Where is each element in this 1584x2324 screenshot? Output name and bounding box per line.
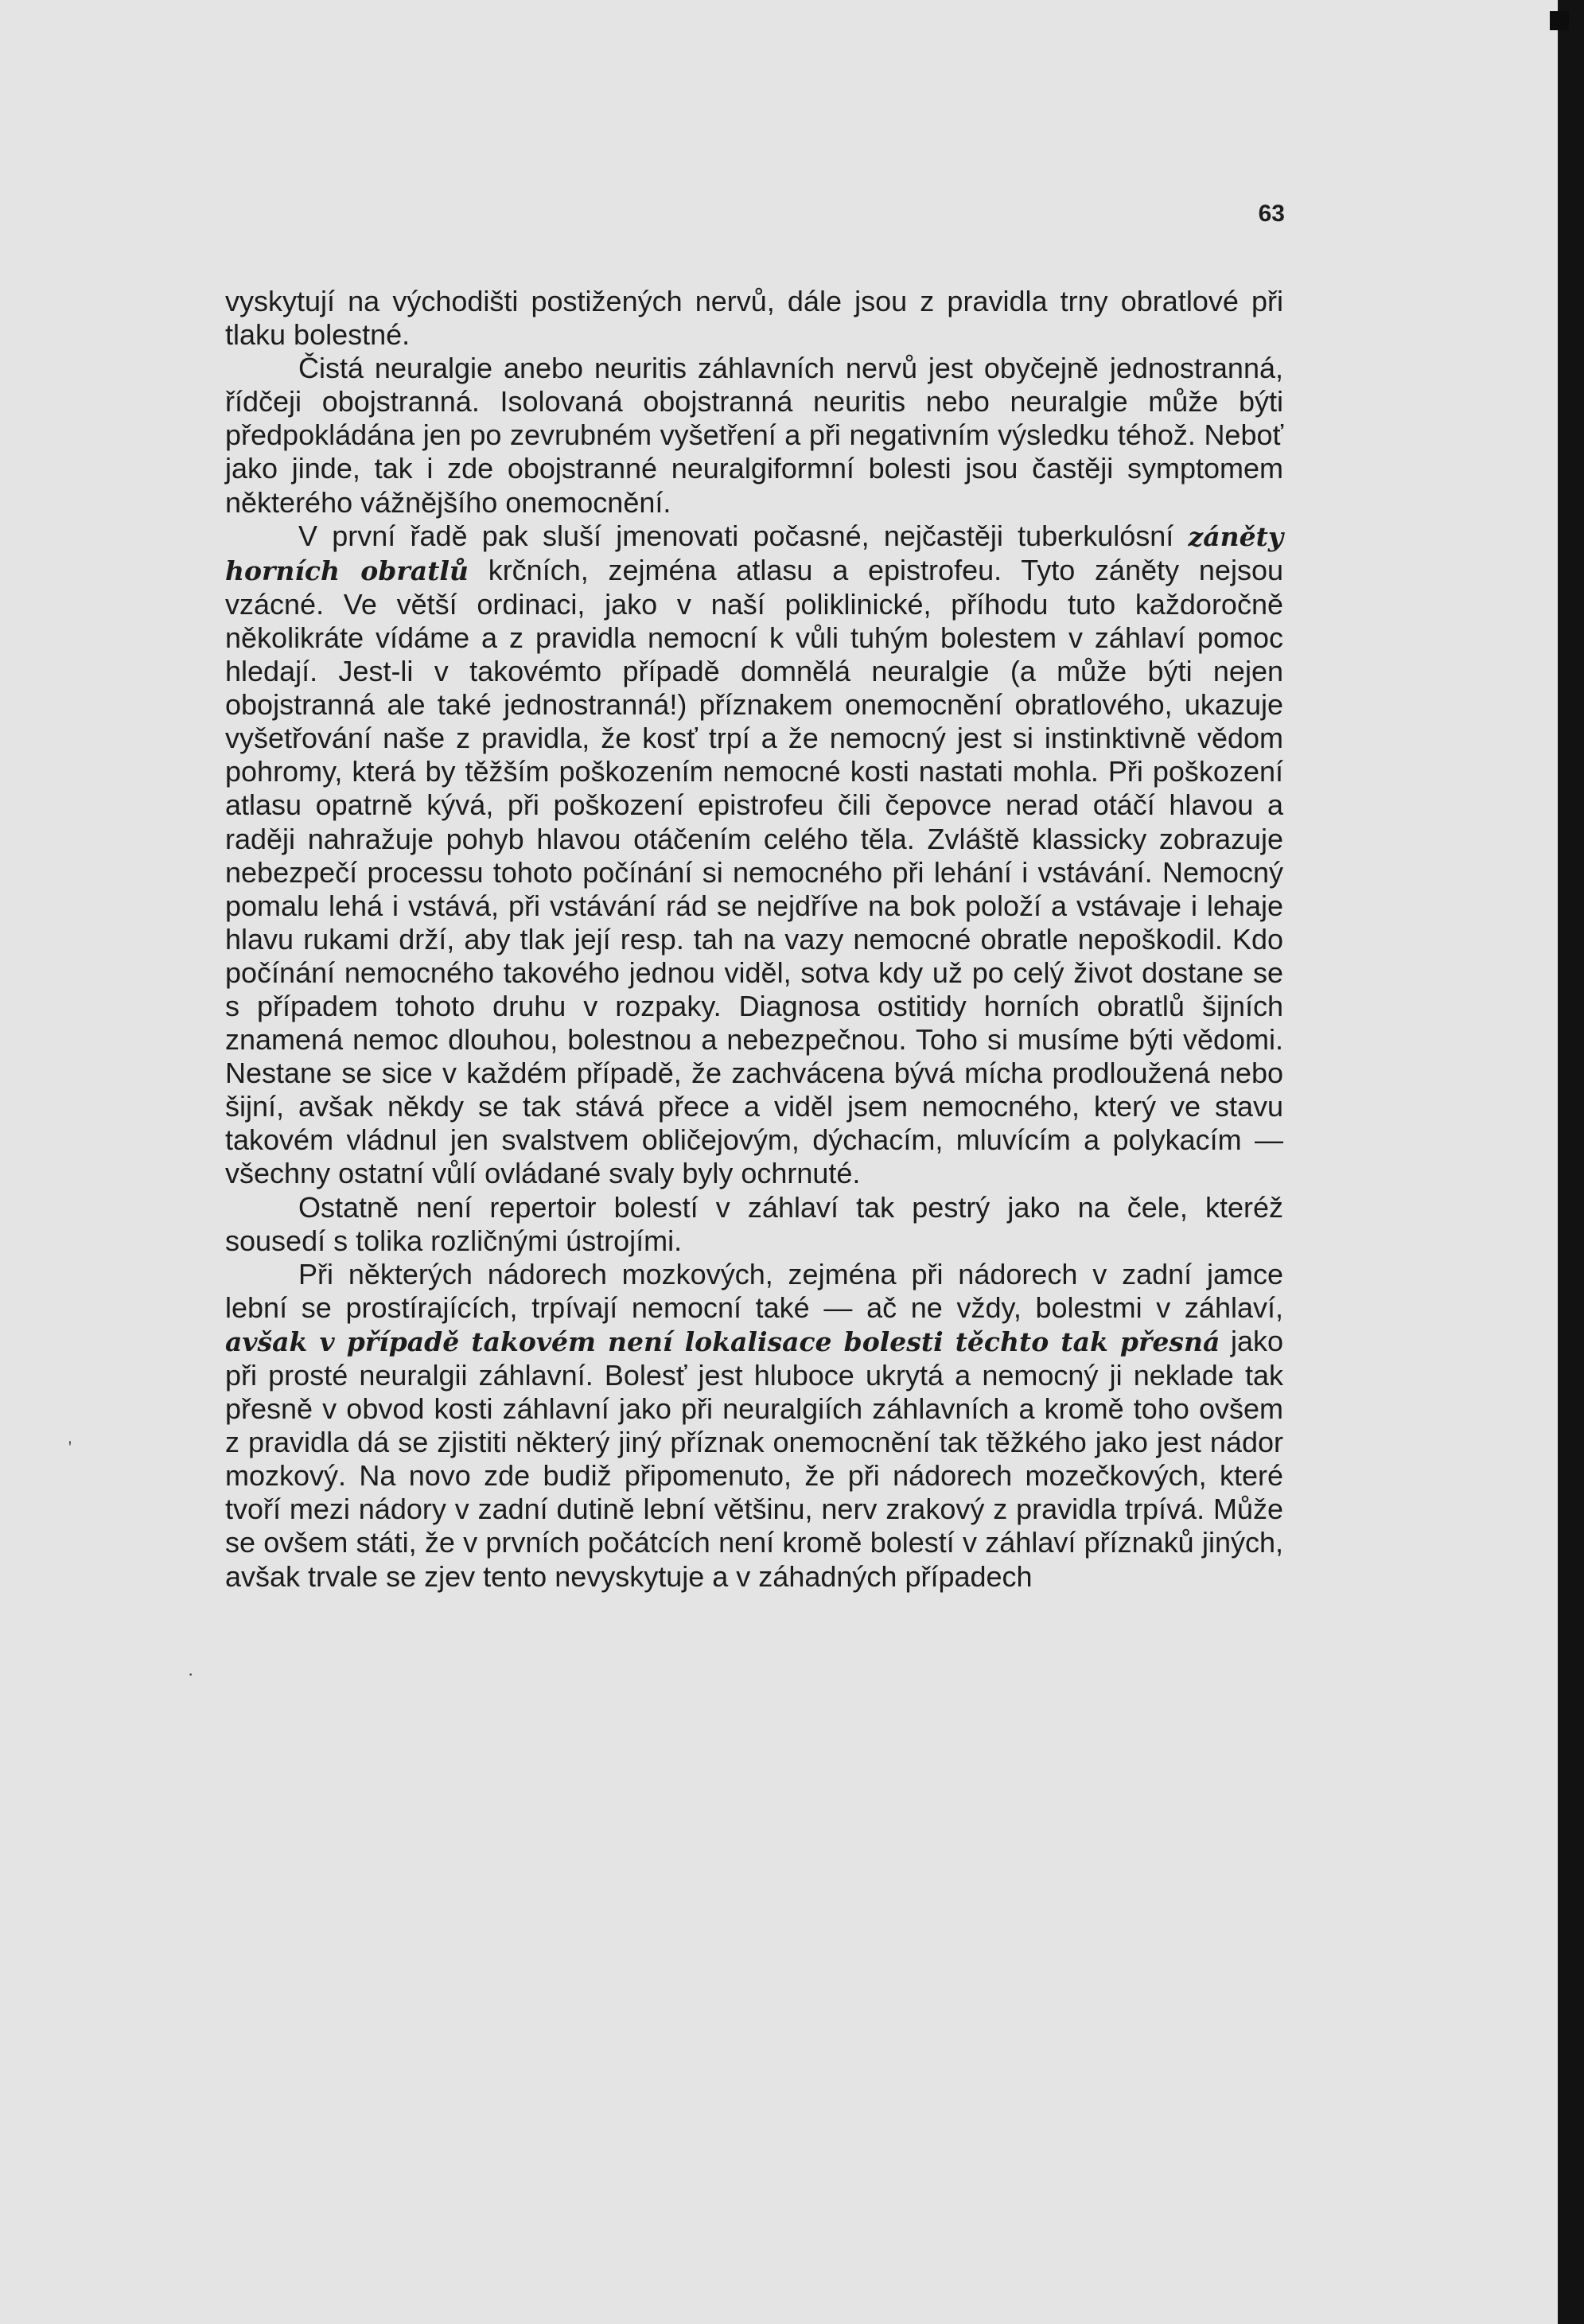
paragraph-3-emphasis: záněty horních obratlů — [225, 520, 1283, 586]
stray-mark: ' — [68, 1437, 72, 1457]
body-text — [225, 285, 1283, 1594]
scan-corner-mark — [1550, 11, 1569, 30]
page-number: 63 — [1258, 200, 1285, 227]
paragraph-1: vyskytují na východišti postižených nervů, dále jsou z pravidla trny obratlové při tlaku bolestné. — [225, 285, 1283, 352]
paragraph-3 — [225, 520, 1283, 1191]
stray-mark-2: · — [188, 1664, 194, 1684]
paragraph-5 — [225, 1258, 1283, 1594]
paragraph-3-text-a: V první řadě pak sluší jmenovati počasné, nejčastěji tuberkulósní — [298, 519, 1189, 552]
paragraph-5-text-a: Při některých nádorech mozkových, zejména při nádorech v zadní jamce lební se prostírajících, trpívají nemocní také — ač ne vždy, bolestmi v záhlaví, — [225, 1257, 1283, 1324]
paragraph-3-text-b: krčních, zejména atlasu a epistrofeu. Tyto záněty nejsou vzácné. Ve větší ordinaci, jako v naší poliklinické, příhodu tuto každoročně několikráte vídáme a z pravidla nemocní k vůli tuhým bolestem v záhlaví pomoc hledají. Jest-li v takovémto případě domnělá neuralgie (a může býti nejen obojstranná ale také jednostranná!) příznakem onemocnění obratlového, ukazuje vyšetřování naše z pravidla, že kosť trpí a že nemocný jest si instinktivně vědom pohromy, která by těžším poškozením nemocné kosti nastati mohla. Při poškození atlasu opatrně kývá, při poškození epistrofeu čili čepovce nerad otáčí hlavou a raději nahražuje pohyb hlavou otáčením celého těla. Zvláště klassicky zobrazuje nebezpečí processu tohoto počínání si nemocného při lehání i vstávání. Nemocný pomalu lehá i vstává, při vstávání rád se nejdříve na bok položí a vstávaje i lehaje hlavu rukami drží, aby tlak její resp. tah na vazy nemocné obratle nepoškodil. Kdo počínání nemocného takového jednou viděl, sotva kdy už po celý život dostane se s případem tohoto druhu v rozpaky. Diagnosa ostitidy horních obratlů šijních znamená nemoc dlouhou, bolestnou a nebezpečnou. Toho si musíme býti vědomi. Nestane se sice v každém případě, že zachvácena bývá mícha prodloužená nebo šijní, avšak někdy se tak stává přece a viděl jsem nemocného, který ve stavu takovém vládnul jen svalstvem obličejovým, dýchacím, mluvícím a polykacím — všechny ostatní vůlí ovládané svaly byly ochrnuté. — [225, 553, 1283, 1190]
scan-border — [1558, 0, 1584, 2324]
paragraph-5-text-b: jako při prosté neuralgii záhlavní. Bolesť jest hluboce ukrytá a nemocný ji neklade tak přesně v obvod kosti záhlavní jako při neuralgiích záhlavních a kromě toho ovšem z pravidla dá se zjistiti některý jiný příznak onemocnění tak těžkého jako jest nádor mozkový. Na novo zde budiž připomenuto, že při nádorech mozečkových, které tvoří mezi nádory v zadní dutině lební většinu, nerv zrakový z pravidla trpívá. Může se ovšem státi, že v prvních počátcích není kromě bolestí v záhlaví příznaků jiných, avšak trvale se zjev tento nevyskytuje a v záhadných případech — [225, 1324, 1283, 1593]
paragraph-5-emphasis: avšak v případě takovém není lokalisace bolesti těchto tak přesná — [225, 1325, 1220, 1357]
paragraph-2: Čistá neuralgie anebo neuritis záhlavních nervů jest obyčejně jednostranná, řídčeji obojstranná. Isolovaná obojstranná neuritis nebo neuralgie může býti předpokládána jen po zevrubném vyšetření a při negativním výsledku téhož. Neboť jako jinde, tak i zde obojstranné neuralgiformní bolesti jsou častěji symptomem některého vážnějšího onemocnění. — [225, 352, 1283, 519]
paragraph-4: Ostatně není repertoir bolestí v záhlaví tak pestrý jako na čele, kteréž sousedí s tolika rozličnými ústrojími. — [225, 1190, 1283, 1257]
